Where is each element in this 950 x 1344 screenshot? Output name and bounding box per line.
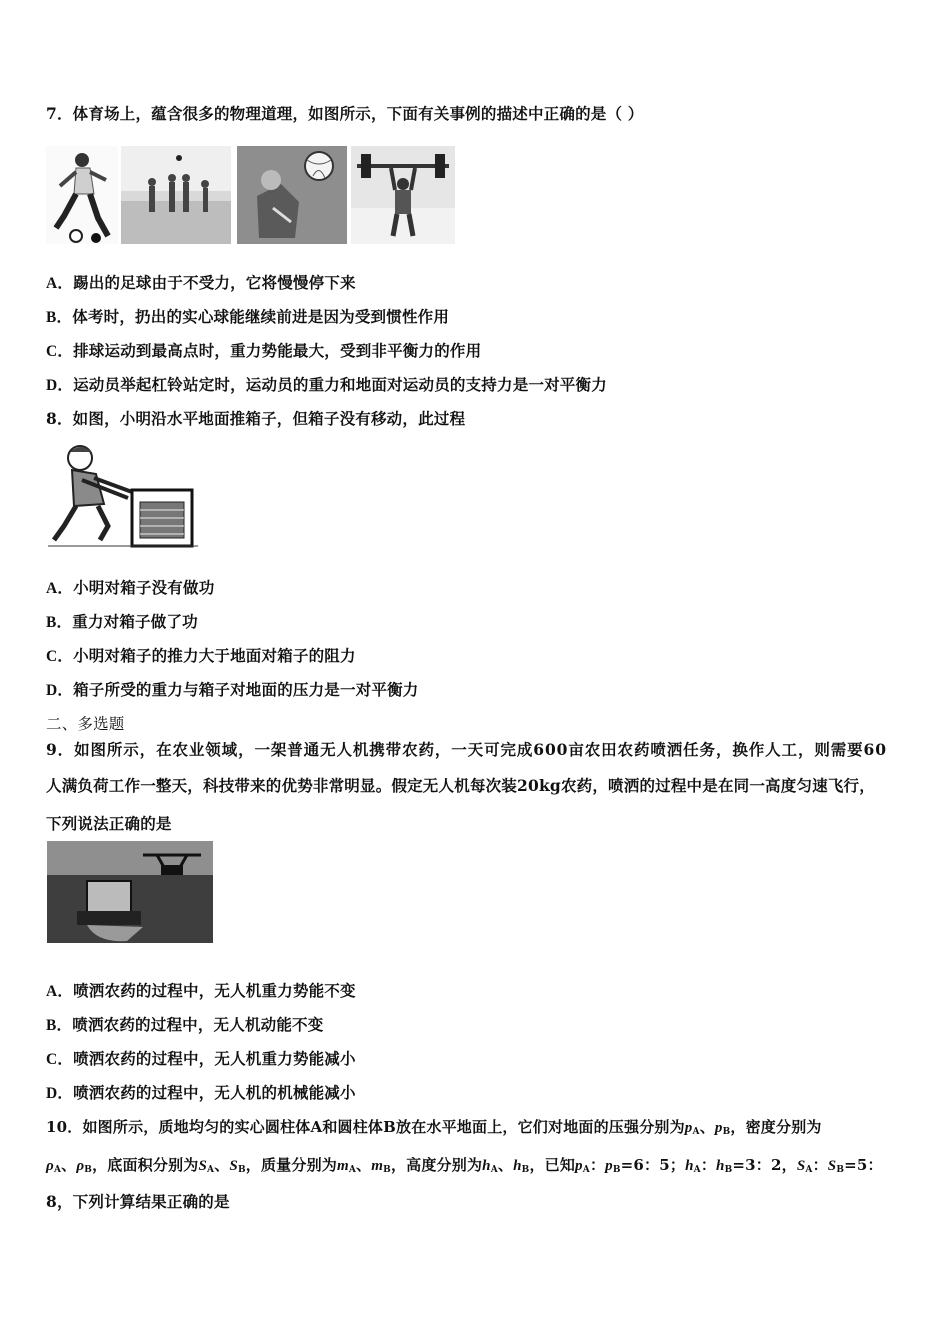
drone-spraying-photo	[47, 841, 213, 943]
q10-stem-line1: 10．如图所示，质地均匀的实心圆柱体A和圆柱体B放在水平地面上，它们对地面的压强分别为$p_A$、$p_B$，密度分别为	[46, 1118, 822, 1137]
section-heading-multiple-choice: 二、多选题	[46, 715, 125, 733]
q8-option-d: D．箱子所受的重力与箱子对地面的压力是一对平衡力	[46, 680, 419, 699]
q7-option-a: A．踢出的足球由于不受力，它将慢慢停下来	[46, 273, 356, 292]
q7-stem: 7．体育场上，蕴含很多的物理道理，如图所示，下面有关事例的描述中正确的是（ ）	[46, 104, 644, 123]
q9-stem-line3: 下列说法正确的是	[46, 814, 172, 833]
volleyball-photo	[237, 146, 347, 244]
q7-option-b: B．体考时，扔出的实心球能继续前进是因为受到惯性作用	[46, 307, 450, 326]
q9-option-b: B．喷洒农药的过程中，无人机动能不变	[46, 1015, 324, 1034]
q8-stem: 8．如图，小明沿水平地面推箱子，但箱子没有移动，此过程	[46, 409, 466, 428]
q10-stem-line2: $\rho_A$、$\rho_B$，底面积分别为$S_A$、$S_B$，质量分别为$m_A$、$m_B$，高度分别为$h_A$、$h_B$，已知$p_A$：$p_B=6$：5；$h_A$：$h_B=3$：2，$S_A$：$S_B=5$：	[46, 1156, 883, 1175]
boy-pushing-box-illustration	[48, 440, 198, 550]
weightlifting-photo	[351, 146, 455, 244]
q7-option-d: D．运动员举起杠铃站定时，运动员的重力和地面对运动员的支持力是一对平衡力	[46, 375, 607, 394]
q8-option-b: B．重力对箱子做了功	[46, 612, 198, 631]
q7-option-c: C．排球运动到最高点时，重力势能最大，受到非平衡力的作用	[46, 341, 482, 360]
football-kick-photo	[46, 146, 118, 244]
q9-option-a: A．喷洒农药的过程中，无人机重力势能不变	[46, 981, 356, 1000]
q10-stem-line3: 8，下列计算结果正确的是	[46, 1192, 230, 1211]
shot-throw-photo	[121, 146, 231, 244]
q9-option-c: C．喷洒农药的过程中，无人机重力势能减小	[46, 1049, 356, 1068]
q9-stem-line2: 人满负荷工作一整天，科技带来的优势非常明显。假定无人机每次装20kg农药，喷洒的过程中是在同一高度匀速飞行，	[46, 776, 875, 795]
q9-option-d: D．喷洒农药的过程中，无人机的机械能减小	[46, 1083, 356, 1102]
q8-option-c: C．小明对箱子的推力大于地面对箱子的阻力	[46, 646, 356, 665]
q8-option-a: A．小明对箱子没有做功	[46, 578, 215, 597]
q9-stem-line1: 9．如图所示，在农业领域，一架普通无人机携带农药，一天可完成600亩农田农药喷洒任务，换作人工，则需要60	[46, 740, 887, 759]
